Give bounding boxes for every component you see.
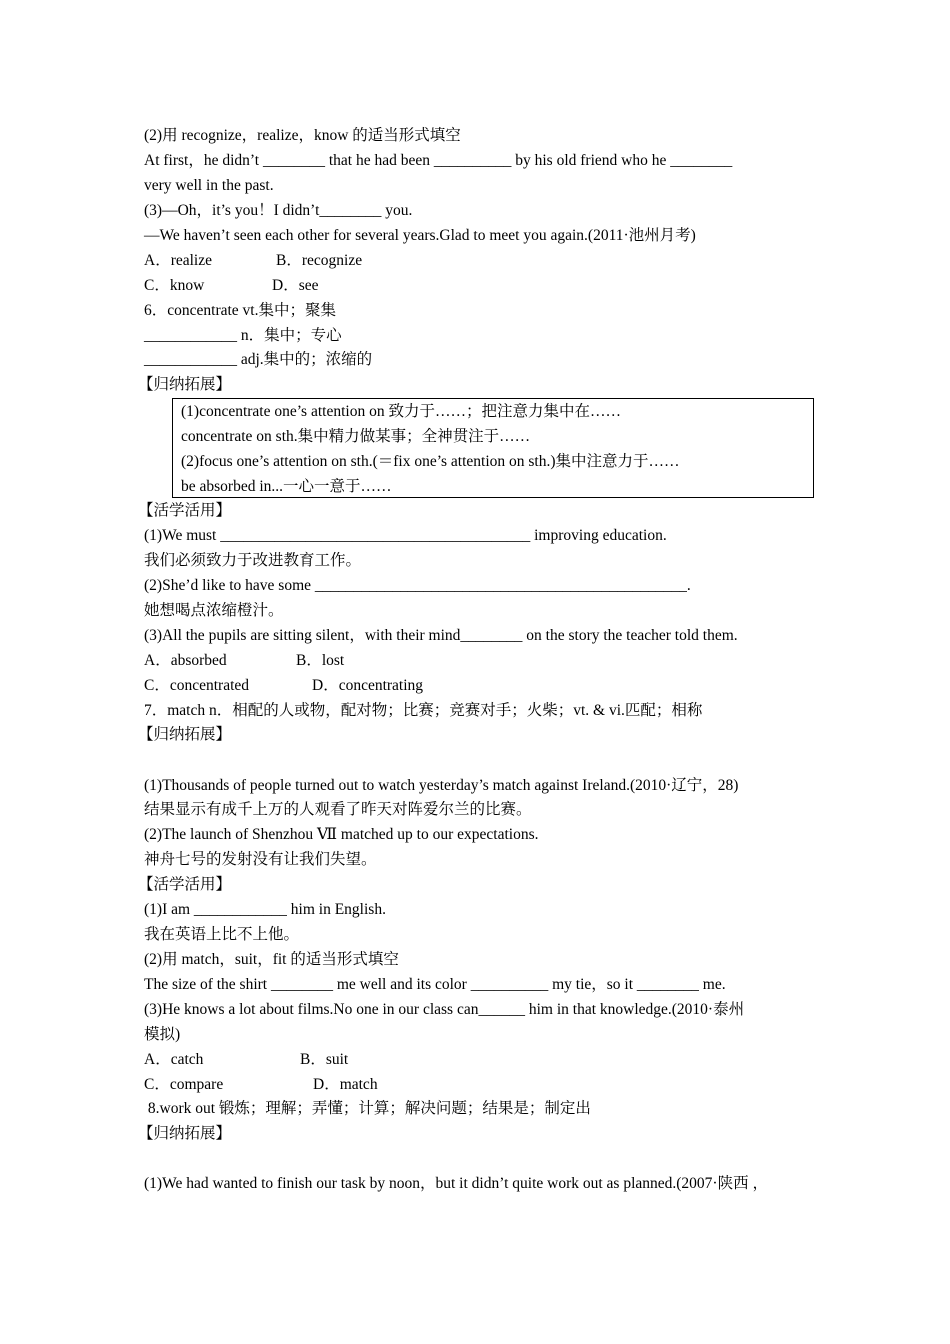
item7-practice-2: (2)用 match，suit，fit 的适当形式填空 [144, 951, 399, 968]
item6-blank-noun: ____________ n．集中；专心 [144, 327, 342, 344]
item6-practice-1-cn: 我们必须致力于改进教育工作。 [144, 552, 362, 569]
item6-blank-adj: ____________ adj.集中的；浓缩的 [144, 351, 373, 368]
item8-heading: 8.work out 锻炼；理解；弄懂；计算；解决问题；结果是；制定出 [144, 1100, 591, 1117]
summary-box-line: (1)concentrate one’s attention on 致力于……；把注意力集中在…… [181, 403, 621, 420]
item7-example-2: (2)The launch of Shenzhou Ⅶ matched up to our expectations. [144, 826, 539, 843]
item6-practice-2-cn: 她想喝点浓缩橙汁。 [144, 602, 284, 619]
item7-option-d: D．match [313, 1076, 378, 1093]
item7-practice-1-cn: 我在英语上比不上他。 [144, 926, 300, 943]
item6-heading: 6．concentrate vt.集中；聚集 [144, 302, 336, 319]
item8-example-1: (1)We had wanted to finish our task by noon，but it didn’t quite work out as planned.(2007·陕西 ， [144, 1175, 768, 1192]
q3-option-a: A．realize [144, 252, 212, 269]
q3-option-b: B．recognize [276, 252, 363, 269]
recognize-fill-sentence-line2: very well in the past. [144, 177, 274, 194]
item7-practice-3-line1: (3)He knows a lot about films.No one in our class can______ him in that knowledge.(2010·泰州 [144, 1001, 745, 1018]
q3-reply: —We haven’t seen each other for several years.Glad to meet you again.(2011·池州月考) [144, 227, 696, 244]
item7-practice-3-line2: 模拟) [144, 1026, 181, 1043]
item6-practice-3: (3)All the pupils are sitting silent，with their mind________ on the story the teacher told them. [144, 627, 738, 644]
recognize-fill-sentence-line1: At first，he didn’t ________ that he had been __________ by his old friend who he ________ [144, 152, 733, 169]
q3-option-c: C．know [144, 277, 205, 294]
item7-summary-label: 【归纳拓展】 [138, 726, 232, 743]
item6-option-d: D．concentrating [312, 677, 424, 694]
item6-option-a: A．absorbed [144, 652, 227, 669]
summary-box-line: concentrate on sth.集中精力做某事；全神贯注于…… [181, 428, 531, 445]
summary-box-line: be absorbed in...一心一意于…… [181, 478, 392, 495]
item7-example-1-cn: 结果显示有成千上万的人观看了昨天对阵爱尔兰的比赛。 [144, 801, 532, 818]
item7-practice-2-sentence: The size of the shirt ________ me well and its color __________ my tie，so it ________ me. [144, 976, 726, 993]
item6-option-b: B．lost [296, 652, 345, 669]
item6-practice-1: (1)We must ________________________________________ improving education. [144, 527, 667, 544]
q3-stem: (3)—Oh，it’s you！I didn’t________ you. [144, 202, 413, 219]
item7-option-a: A．catch [144, 1051, 204, 1068]
recognize-fill-instruction: (2)用 recognize，realize，know 的适当形式填空 [144, 127, 461, 144]
summary-box-line: (2)focus one’s attention on sth.(＝fix one’s attention on sth.)集中注意力于…… [181, 453, 680, 470]
item7-practice-1: (1)I am ____________ him in English. [144, 901, 386, 918]
item7-heading: 7．match n．相配的人或物，配对物；比赛；竞赛对手；火柴；vt. & vi.匹配；相称 [144, 702, 703, 719]
item7-example-1: (1)Thousands of people turned out to watch yesterday’s match against Ireland.(2010·辽宁，28) [144, 777, 739, 794]
item6-option-c: C．concentrated [144, 677, 250, 694]
q3-option-d: D．see [272, 277, 319, 294]
item6-practice-label: 【活学活用】 [138, 502, 232, 519]
item6-summary-label: 【归纳拓展】 [138, 376, 232, 393]
item8-summary-label: 【归纳拓展】 [138, 1125, 232, 1142]
item7-practice-label: 【活学活用】 [138, 876, 232, 893]
item7-example-2-cn: 神舟七号的发射没有让我们失望。 [144, 851, 377, 868]
item6-summary-box [172, 398, 814, 498]
item7-option-c: C．compare [144, 1076, 224, 1093]
item6-practice-2: (2)She’d like to have some ________________________________________________. [144, 577, 691, 594]
item7-option-b: B．suit [300, 1051, 349, 1068]
